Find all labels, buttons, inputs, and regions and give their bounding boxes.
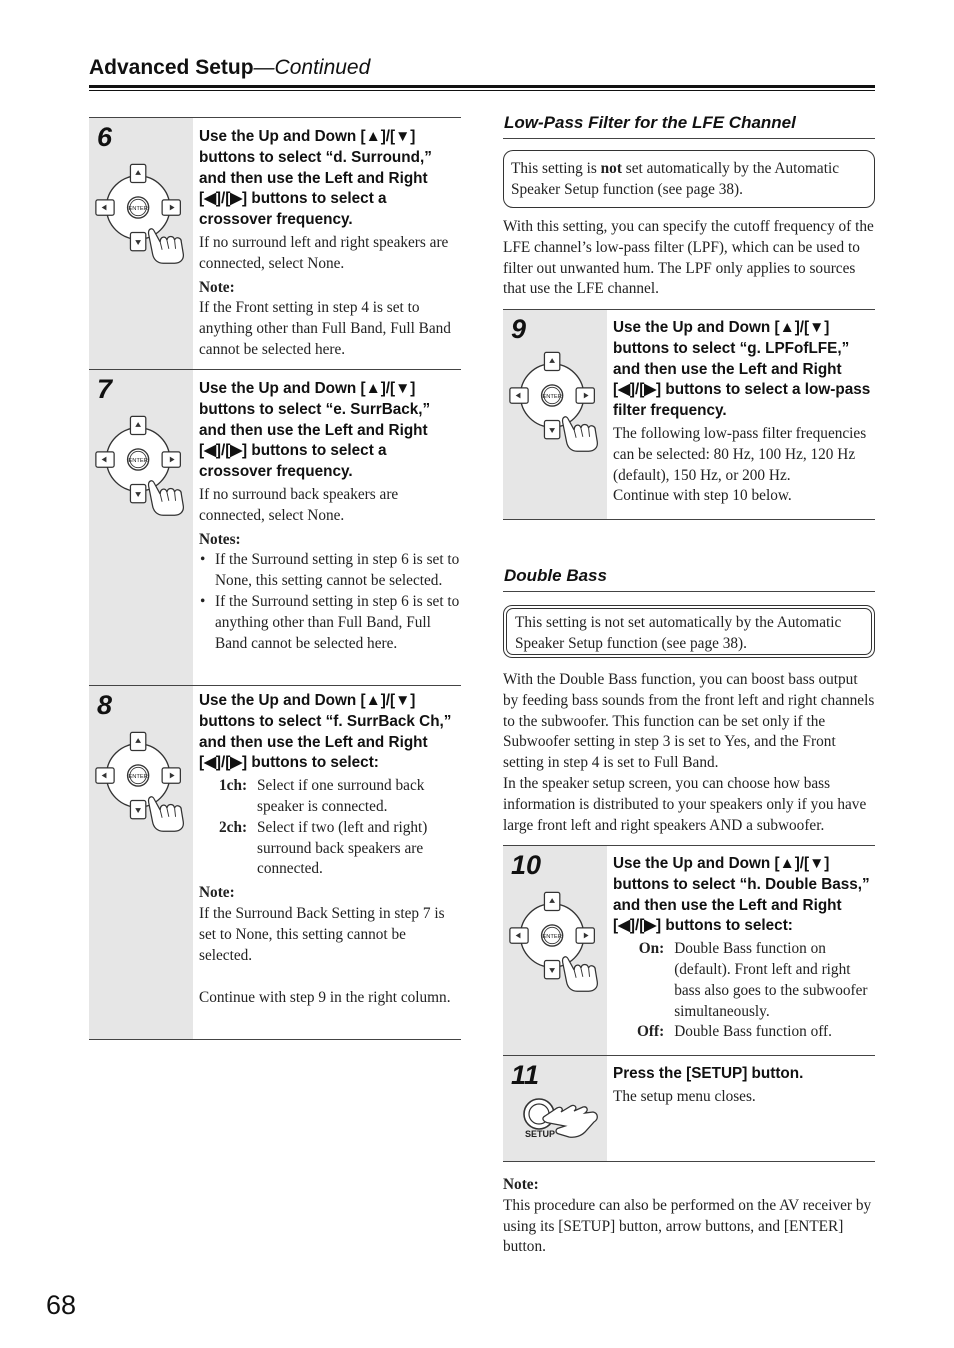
info-pre: This setting is xyxy=(511,160,601,177)
step-instruction: Use the Up and Down [▲]/[▼] buttons to select “d. Surround,” and then use the Left and Right [◀]/[▶] buttons to select a crossover frequency. xyxy=(199,128,432,229)
continue-text: Continue with step 9 in the right column. xyxy=(199,989,451,1007)
footer-note xyxy=(503,1175,875,1258)
lfe-section-title: Low-Pass Filter for the LFE Channel xyxy=(504,113,796,132)
double-bass-description-2: In the speaker setup screen, you can choose how bass information is distributed to your speakers only if you have large front left and right speakers AND a subwoofer. xyxy=(503,775,867,834)
section-rule xyxy=(503,591,875,592)
continue-text: Continue with step 10 below. xyxy=(613,487,792,505)
list-item: • If the Surround setting in step 6 is set to None, this setting cannot be selected. xyxy=(215,550,461,592)
info-bold: not xyxy=(600,160,622,177)
step-11 xyxy=(503,1055,875,1162)
double-bass-section-title: Double Bass xyxy=(504,566,607,585)
option-list xyxy=(637,939,875,1043)
step-6-illustration-panel xyxy=(89,118,193,369)
remote-arrow-buttons-icon xyxy=(91,716,191,836)
section-rule xyxy=(503,138,875,139)
step-instruction: Use the Up and Down [▲]/[▼] buttons to select “g. LPFofLFE,” and then use the Left and Right [◀]/[▶] buttons to select a low-pass filter frequency. xyxy=(613,319,871,420)
option-text: Double Bass function off. xyxy=(674,1023,832,1041)
step-number: 8 xyxy=(97,690,113,720)
info-post: set automatically by the Automatic Speaker Setup function (see page 38). xyxy=(511,160,839,198)
step-9-illustration-panel xyxy=(503,310,607,519)
double-bass-info-text: This setting is not set automatically by the Automatic Speaker Setup function (see page 38). xyxy=(515,614,842,652)
double-bass-description: With the Double Bass function, you can boost bass output by feeding bass sounds from the front left and right channels to the subwoofer. This function can be set only if the Subwoofer setting in step 3 is set to Yes, and the Front setting in step 4 is set to Full Band. xyxy=(503,671,875,772)
step-instruction: Use the Up and Down [▲]/[▼] buttons to select “f. SurrBack Ch,” and then use the Left and Right [◀]/[▶] buttons to select: xyxy=(199,692,452,772)
setup-button-label: SETUP xyxy=(525,1129,556,1139)
enter-button-label: ENTER xyxy=(542,933,562,940)
option-text: Double Bass function on (default). Front left and right bass also goes to the subwoofer simultaneously. xyxy=(674,940,868,1020)
double-bass-info-box xyxy=(503,605,875,658)
step-11-illustration-panel xyxy=(503,1056,607,1161)
enter-button-label: ENTER xyxy=(128,205,148,212)
page-number: 68 xyxy=(46,1290,77,1320)
step-10 xyxy=(503,845,875,1055)
step-instruction: Press the [SETUP] button. xyxy=(613,1065,804,1082)
remote-arrow-buttons-icon xyxy=(505,876,605,996)
enter-button-label: ENTER xyxy=(128,773,148,780)
step-8 xyxy=(89,685,461,1040)
lfe-description: With this setting, you can specify the cutoff frequency of the LFE channel’s low-pass filter (LPF), which can be used to filter out unwanted hum. The LPF only applies to sources that use the LFE channel. xyxy=(503,218,874,298)
page-header xyxy=(89,56,370,80)
lfe-info-text xyxy=(511,159,869,201)
list-item: • If the Surround setting in step 6 is set to anything other than Full Band, Full Band cannot be selected here. xyxy=(215,592,461,654)
header-rule xyxy=(89,85,875,88)
step-instruction: Use the Up and Down [▲]/[▼] buttons to select “e. SurrBack,” and then use the Left and Right [◀]/[▶] buttons to select a crossover frequency. xyxy=(199,380,431,481)
step-7-illustration-panel xyxy=(89,370,193,685)
note-heading: Note: xyxy=(199,884,235,902)
option-text: Select if one surround back speaker is connected. xyxy=(257,777,425,815)
step-6 xyxy=(89,117,461,369)
step-number: 7 xyxy=(97,374,113,404)
step-number: 11 xyxy=(511,1060,540,1090)
header-rule-thin xyxy=(89,90,875,91)
option-key: Off: xyxy=(637,1023,665,1041)
step-number: 10 xyxy=(511,850,542,880)
note-heading: Note: xyxy=(199,278,235,296)
info-box-inner xyxy=(506,608,872,655)
remote-arrow-buttons-icon xyxy=(91,148,191,268)
option-text: Select if two (left and right) surround back speakers are connected. xyxy=(257,818,428,878)
option-key: 1ch: xyxy=(219,777,248,795)
option-key: 2ch: xyxy=(219,818,248,836)
header-title: Advanced Setup xyxy=(89,56,254,79)
note-text: If the Surround Back Setting in step 7 is set to None, this setting cannot be selected. xyxy=(199,904,445,964)
note-text: If the Front setting in step 4 is set to anything other than Full Band, Full Band cannot be selected here. xyxy=(199,299,451,358)
enter-button-label: ENTER xyxy=(128,457,148,464)
notes-list xyxy=(199,550,461,654)
step-instruction: Use the Up and Down [▲]/[▼] buttons to select “h. Double Bass,” and then use the Left and Right [◀]/[▶] buttons to select: xyxy=(613,855,870,935)
step-7 xyxy=(89,369,461,685)
header-continued: —Continued xyxy=(253,56,371,79)
step-body: The following low-pass filter frequencies can be selected: 80 Hz, 100 Hz, 120 Hz (default), 150 Hz, or 200 Hz. xyxy=(613,424,867,484)
remote-arrow-buttons-icon xyxy=(505,336,605,456)
footer-note-heading: Note: xyxy=(503,1176,539,1193)
step-body: If no surround back speakers are connected, select None. xyxy=(199,485,399,524)
step-body: The setup menu closes. xyxy=(613,1087,756,1105)
step-number: 6 xyxy=(97,122,113,152)
remote-arrow-buttons-icon xyxy=(91,400,191,520)
lfe-info-box xyxy=(503,150,875,208)
setup-button-icon xyxy=(505,1086,605,1156)
option-key: On: xyxy=(638,940,665,958)
step-9 xyxy=(503,309,875,520)
option-list xyxy=(219,776,461,880)
notes-heading: Notes: xyxy=(199,530,241,548)
step-number: 9 xyxy=(511,314,527,344)
enter-button-label: ENTER xyxy=(542,393,562,400)
step-8-illustration-panel xyxy=(89,686,193,1039)
footer-note-text: This procedure can also be performed on the AV receiver by using its [SETUP] button, arrow buttons, and [ENTER] button. xyxy=(503,1196,872,1256)
step-body: If no surround left and right speakers are connected, select None. xyxy=(199,233,449,272)
step-10-illustration-panel xyxy=(503,846,607,1055)
